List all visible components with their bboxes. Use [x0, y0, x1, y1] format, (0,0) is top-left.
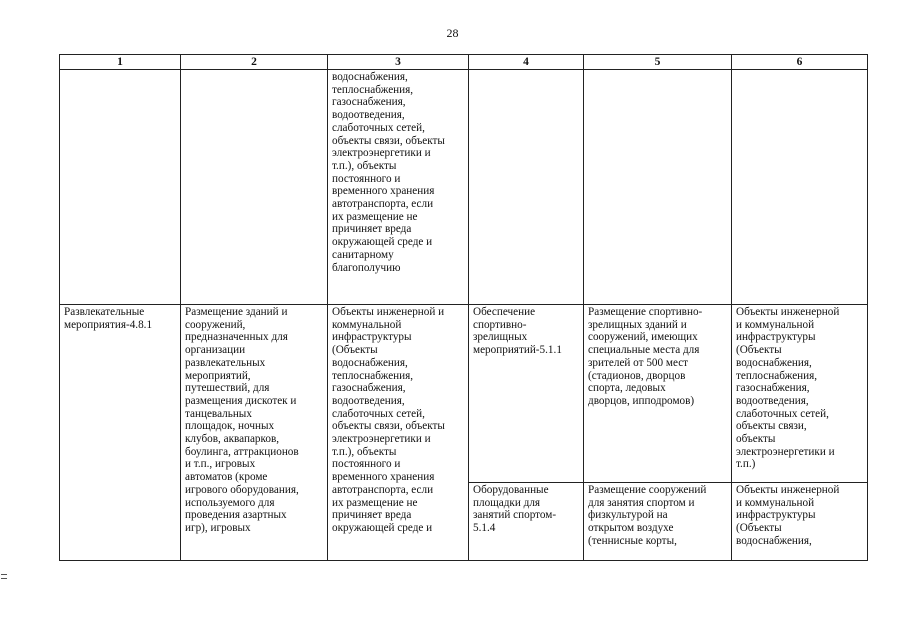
margin-mark: [1, 578, 7, 579]
table-row: [60, 305, 868, 483]
table-cell: [181, 70, 328, 305]
table-cell: Обеспечение спортивно- зрелищных мероприятий-5.1.1: [469, 305, 584, 483]
column-header: 4: [469, 55, 584, 70]
table-cell: Размещение спортивно- зрелищных зданий и сооружений, имеющих специальные места для зрителей от 500 мест (стадионов, дворцов спорта, ледовых дворцов, ипподромов): [584, 305, 732, 483]
table-cell: Развлекательные мероприятия-4.8.1: [60, 305, 181, 561]
table-cell: [469, 70, 584, 305]
column-header: 5: [584, 55, 732, 70]
column-header: 6: [732, 55, 868, 70]
table-cell: Размещение сооружений для занятия спортом и физкультурой на открытом воздухе (теннисные корты,: [584, 483, 732, 561]
table-cell: Объекты инженерной и коммунальной инфраструктуры (Объекты водоснабжения, теплоснабжения, газоснабжения, водоотведения, слаботочных сетей, объекты связи, объекты электроэнергетики и т.п.), объекты постоянного и временного хранения автотранспорта, если их размещение не причиняет вреда окружающей среде и: [328, 305, 469, 561]
table-cell: Оборудованные площадки для занятий спортом- 5.1.4: [469, 483, 584, 561]
table-cell: [60, 70, 181, 305]
table-cell: водоснабжения, теплоснабжения, газоснабжения, водоотведения, слаботочных сетей, объекты связи, объекты электроэнергетики и т.п.), объекты постоянного и временного хранения автотранспорта, если их размещение не причиняет вреда окружающей среде и санитарному благополучию: [328, 70, 469, 305]
table-row: [60, 70, 868, 305]
table-cell: [732, 70, 868, 305]
table-header-row: [60, 55, 868, 70]
page-number: 28: [446, 26, 459, 40]
land-use-table: [59, 54, 868, 561]
column-header: 3: [328, 55, 469, 70]
table-cell: Размещение зданий и сооружений, предназначенных для организации развлекательных мероприятий, путешествий, для размещения дискотек и танцевальных площадок, ночных клубов, аквапарков, боулинга, аттракционов и т.п., игровых автоматов (кроме игрового оборудования, используемого для проведения азартных игр), игровых: [181, 305, 328, 561]
margin-mark: [1, 574, 7, 575]
table-cell: Объекты инженерной и коммунальной инфраструктуры (Объекты водоснабжения,: [732, 483, 868, 561]
table-cell: [584, 70, 732, 305]
column-header: 1: [60, 55, 181, 70]
table-cell: Объекты инженерной и коммунальной инфраструктуры (Объекты водоснабжения, теплоснабжения, газоснабжения, водоотведения, слаботочных сетей, объекты связи, объекты электроэнергетики и т.п.): [732, 305, 868, 483]
column-header: 2: [181, 55, 328, 70]
